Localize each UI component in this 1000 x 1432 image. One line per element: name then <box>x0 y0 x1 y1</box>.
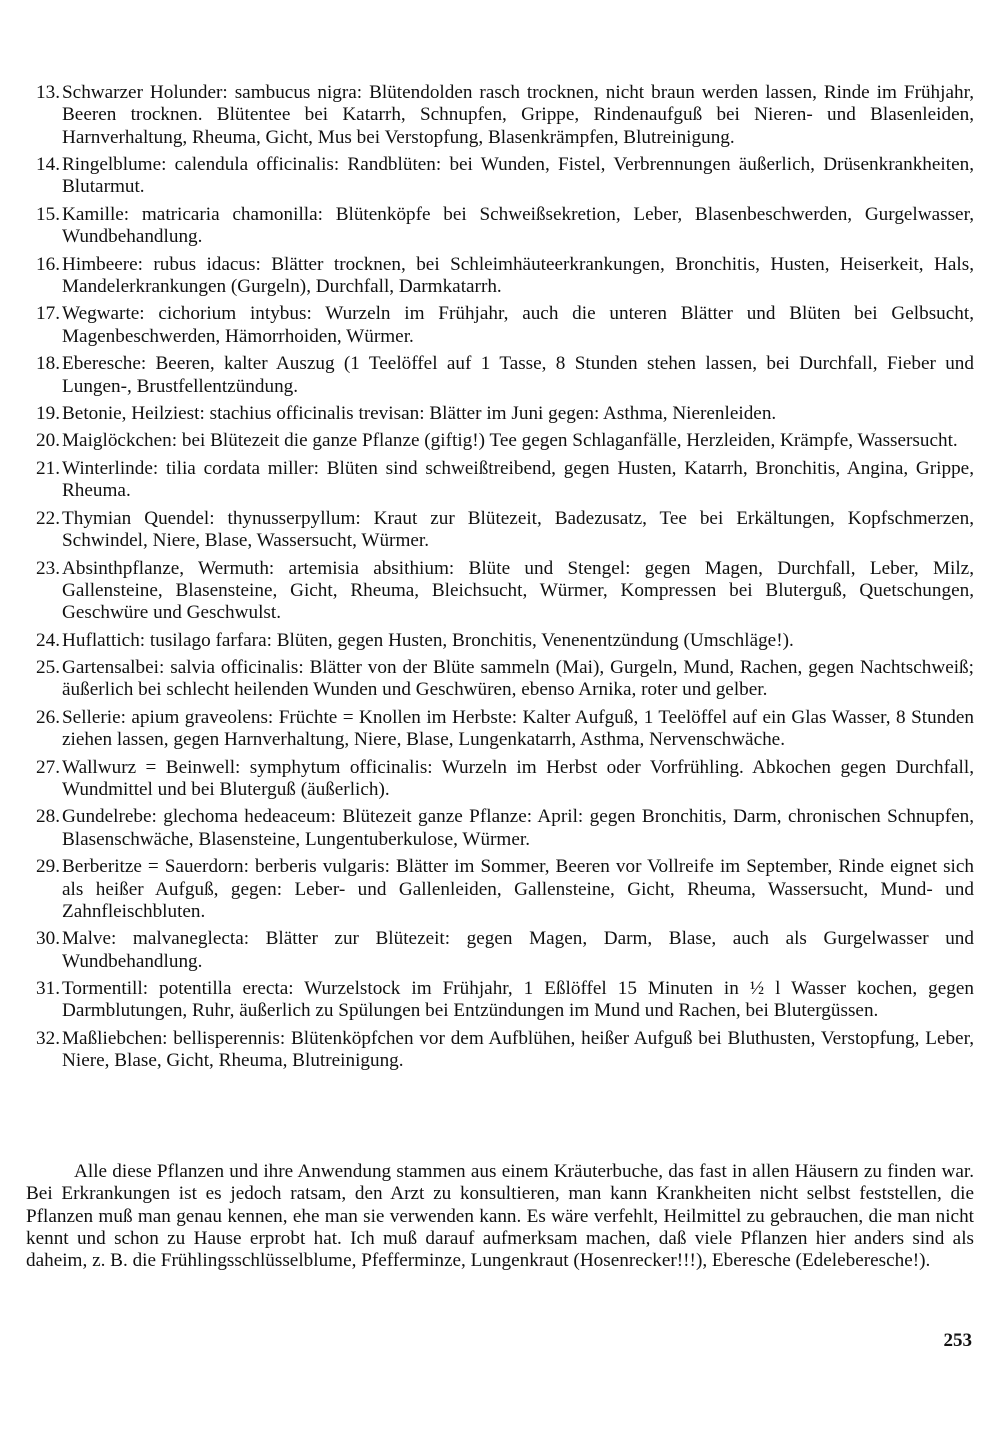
entry-text: Maiglöckchen: bei Blütezeit die ganze Pflanze (giftig!) Tee gegen Schlaganfälle, Herzleiden, Krämpfe, Wassersucht. <box>62 430 958 452</box>
list-item <box>26 757 974 802</box>
entry-text: Wegwarte: cichorium intybus: Wurzeln im Frühjahr, auch die unteren Blätter und Blüten bei Gelbsucht, Magenbeschwerden, Hämorrhoiden, Würmer. <box>62 303 974 347</box>
list-item <box>26 928 974 973</box>
entry-number: 18. <box>36 353 60 375</box>
list-item <box>26 154 974 199</box>
entry-text: Wallwurz = Beinwell: symphytum officinalis: Wurzeln im Herbst oder Vorfrühling. Abkochen gegen Durchfall, Wundmittel und bei Bluterguß (äußerlich). <box>62 756 974 800</box>
entry-number: 21. <box>36 457 60 479</box>
closing-paragraph: Alle diese Pflanzen und ihre Anwendung stammen aus einem Kräuterbuche, das fast in allen Häusern zu finden war. Bei Erkrankungen ist es jedoch ratsam, den Arzt zu konsultieren, man kann Krankheiten nicht selbst feststellen, die Pflanzen muß man genau kennen, ehe man sie verwenden kann. Es wäre verfehlt, Heilmittel zu gebrauchen, die man nicht kennt und schon zu Hause erprobt hat. Ich muß darauf aufmerksam machen, daß viele Pflanzen hier anders sind als daheim, z. B. die Frühlingsschlüsselblume, Pfefferminze, Lungenkraut (Hosenrecker!!!), Eberesche (Edeleberesche!). <box>26 1161 974 1272</box>
entry-text: Himbeere: rubus idacus: Blätter trocknen, bei Schleimhäuteerkrankungen, Bronchitis, Husten, Heiserkeit, Hals, Mandelerkrankungen (Gurgeln), Durchfall, Darmkatarrh. <box>62 253 974 297</box>
list-item <box>26 508 974 553</box>
entry-number: 16. <box>36 253 60 275</box>
entry-text: Gundelrebe: glechoma hedeaceum: Blütezeit ganze Pflanze: April: gegen Bronchitis, Darm, chronischen Schnupfen, Blasenschwäche, Blasensteine, Lungentuberkulose, Würmer. <box>62 806 974 850</box>
entry-number: 25. <box>36 657 60 679</box>
entry-text: Huflattich: tusilago farfara: Blüten, gegen Husten, Bronchitis, Venenentzündung (Umschläge!). <box>62 629 794 651</box>
entry-number: 29. <box>36 856 60 878</box>
list-item <box>26 1028 974 1073</box>
list-item <box>26 856 974 923</box>
entry-number: 24. <box>36 629 60 651</box>
entry-text: Winterlinde: tilia cordata miller: Blüten sind schweißtreibend, gegen Husten, Katarrh, Bronchitis, Angina, Grippe, Rheuma. <box>62 457 974 502</box>
entry-text: Eberesche: Beeren, kalter Auszug (1 Teelöffel auf 1 Tasse, 8 Stunden stehen lassen, bei Durchfall, Fieber und Lungen-, Brustfellentzündung. <box>62 353 974 397</box>
entry-number: 32. <box>36 1027 60 1049</box>
list-item <box>26 978 974 1023</box>
entry-text: Berberitze = Sauerdorn: berberis vulgaris: Blätter im Sommer, Beeren vor Vollreife im September, Rinde eignet sich als heißer Aufguß, gegen: Leber- und Gallenleiden, Gallensteine, Gicht, Rheuma, Wassersucht, Mund- und Zahnfleischbluten. <box>62 856 974 922</box>
entry-number: 30. <box>36 928 60 950</box>
entry-number: 23. <box>36 557 60 579</box>
entry-text: Betonie, Heilziest: stachius officinalis trevisan: Blätter im Juni gegen: Asthma, Nierenleiden. <box>62 402 777 424</box>
entry-number: 28. <box>36 806 60 828</box>
list-item <box>26 403 974 425</box>
list-item <box>26 303 974 348</box>
entry-text: Absinthpflanze, Wermuth: artemisia absithium: Blüte und Stengel: gegen Magen, Durchfall, Leber, Milz, Gallensteine, Blasensteine, Gicht, Rheuma, Bleichsucht, Würmer, Kompressen bei Bluterguß, Quetschungen, Geschwüre und Geschwulst. <box>62 557 974 624</box>
entry-text: Schwarzer Holunder: sambucus nigra: Blütendolden rasch trocknen, nicht braun werden lassen, Rinde im Frühjahr, Beeren trocknen. Blütentee bei Katarrh, Schnupfen, Grippe, Rindenaufguß bei Nieren- und Blasenleiden, Harnverhaltung, Rheuma, Gicht, Mus bei Verstopfung, Blasenkrämpfen, Blutreinigung. <box>62 82 974 148</box>
entry-number: 15. <box>36 203 60 225</box>
page-number: 253 <box>943 1330 972 1351</box>
entry-text: Ringelblume: calendula officinalis: Randblüten: bei Wunden, Fistel, Verbrennungen äußerlich, Drüsenkrankheiten, Blutarmut. <box>62 154 974 198</box>
entry-number: 31. <box>36 978 60 1000</box>
list-item <box>26 82 974 149</box>
entry-number: 14. <box>36 154 60 176</box>
entry-number: 17. <box>36 303 60 325</box>
list-item <box>26 707 974 752</box>
herb-list <box>26 82 974 1078</box>
list-item <box>26 430 974 452</box>
entry-number: 26. <box>36 706 60 728</box>
entry-number: 20. <box>36 430 60 452</box>
entry-text: Tormentill: potentilla erecta: Wurzelstock im Frühjahr, 1 Eßlöffel 15 Minuten in ½ l Wasser kochen, gegen Darmblutungen, Ruhr, äußerlich zu Spülungen bei Entzündungen im Mund und Rachen, bei Blutergüssen. <box>62 978 974 1022</box>
list-item <box>26 458 974 503</box>
entry-number: 27. <box>36 756 60 778</box>
list-item <box>26 254 974 299</box>
list-item <box>26 558 974 625</box>
entry-number: 22. <box>36 507 60 529</box>
entry-text: Maßliebchen: bellisperennis: Blütenköpfchen vor dem Aufblühen, heißer Aufguß bei Bluthusten, Verstopfung, Leber, Niere, Blase, Gicht, Rheuma, Blutreinigung. <box>62 1027 974 1072</box>
list-item <box>26 204 974 249</box>
list-item <box>26 657 974 702</box>
entry-text: Gartensalbei: salvia officinalis: Blätter von der Blüte sammeln (Mai), Gurgeln, Mund, Rachen, gegen Nachtschweiß; äußerlich bei schlecht heilenden Wunden und Geschwüren, ebenso Arnika, roter und gelber. <box>62 657 974 701</box>
entry-text: Kamille: matricaria chamonilla: Blütenköpfe bei Schweißsekretion, Leber, Blasenbeschwerden, Gurgelwasser, Wundbehandlung. <box>62 203 974 248</box>
entry-text: Malve: malvaneglecta: Blätter zur Blütezeit: gegen Magen, Darm, Blase, auch als Gurgelwasser und Wundbehandlung. <box>62 928 974 972</box>
entry-text: Sellerie: apium graveolens: Früchte = Knollen im Herbste: Kalter Aufguß, 1 Teelöffel auf ein Glas Wasser, 8 Stunden ziehen lassen, gegen Harnverhaltung, Niere, Blase, Lungenkatarrh, Asthma, Nervenschwäche. <box>62 706 974 751</box>
list-item <box>26 806 974 851</box>
list-item <box>26 630 974 652</box>
entry-number: 19. <box>36 402 60 424</box>
entry-text: Thymian Quendel: thynusserpyllum: Kraut zur Blütezeit, Badezusatz, Tee bei Erkältungen, Kopfschmerzen, Schwindel, Niere, Blase, Wassersucht, Würmer. <box>62 507 974 552</box>
list-item <box>26 353 974 398</box>
entry-number: 13. <box>36 82 60 103</box>
